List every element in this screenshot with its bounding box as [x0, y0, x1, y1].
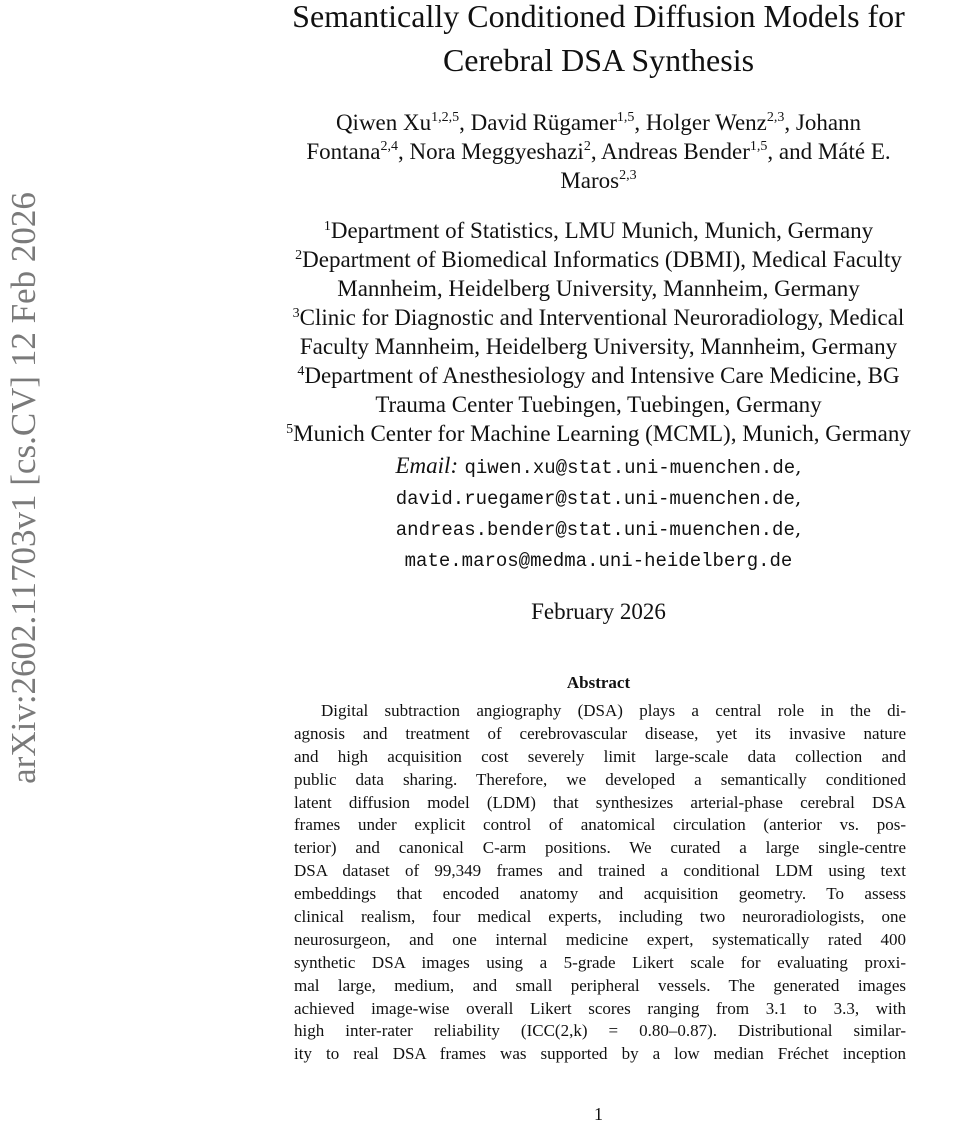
email-label: Email: [395, 453, 459, 478]
abstract-line: mal large, medium, and small peripheral vessels. The generated images [294, 975, 906, 995]
abstract-line: embeddings that encoded anatomy and acquisition geometry. To assess [294, 884, 906, 904]
author-affiliation-marker: 1,5 [616, 110, 635, 125]
abstract-line: neurosurgeon, and one internal medicine expert, systematically rated 400 [294, 929, 906, 949]
abstract-heading: Abstract [566, 673, 631, 692]
author-affiliation-marker: 1,2,5 [431, 110, 460, 125]
author-name: Qiwen Xu [335, 110, 432, 135]
author-name-part: Fontana [306, 139, 381, 164]
email-line-4 [240, 545, 957, 576]
affiliation-text: Munich Center for Machine Learning (MCML), Munich, Germany [293, 421, 911, 446]
and-word: and [778, 139, 813, 164]
abstract-line: high inter-rater reliability (ICC(2,k) = 0.80–0.87). Distributional similar- [294, 1021, 906, 1041]
affiliation-marker: 3 [292, 306, 300, 321]
author-name: Holger Wenz [645, 110, 767, 135]
author-affiliation-marker: 1,5 [749, 139, 768, 154]
abstract-line: terior) and canonical C-arm positions. We curated a large single-centre [294, 838, 906, 858]
email-link[interactable]: qiwen.xu@stat.uni-muenchen.de [464, 457, 796, 479]
abstract-body [294, 700, 906, 1066]
affiliation-text: Department of Biomedical Informatics (DBMI), Medical Faculty [302, 247, 902, 272]
author-name-part: Máté E. [817, 139, 891, 164]
affiliation-text: Department of Statistics, LMU Munich, Munich, Germany [330, 218, 874, 243]
author-name: Andreas Bender [601, 139, 750, 164]
author-list [240, 108, 957, 195]
affiliation-marker: 2 [295, 248, 303, 263]
affiliation-5 [240, 419, 957, 448]
email-block [240, 451, 957, 576]
email-line-2: david.ruegamer@stat.uni-muenchen.de, [395, 485, 802, 510]
email-link[interactable]: david.ruegamer@stat.uni-muenchen.de [395, 488, 795, 510]
affiliation-3-cont: Faculty Mannheim, Heidelberg University, Mannheim, Germany [299, 334, 898, 359]
affiliation-2-cont: Mannheim, Heidelberg University, Mannheim, Germany [337, 276, 860, 301]
author-line-3 [240, 166, 957, 195]
affiliation-marker: 5 [286, 422, 294, 437]
author-affiliation-marker: 2,3 [766, 110, 785, 125]
abstract-line: frames under explicit control of anatomical circulation (anterior vs. pos- [294, 815, 906, 835]
abstract-line: DSA dataset of 99,349 frames and trained a conditional LDM using text [294, 861, 906, 881]
author-name-part: Johann [795, 110, 862, 135]
publication-date: February 2026 [531, 599, 666, 624]
author-affiliation-marker: 2,4 [380, 139, 398, 154]
abstract-line: agnosis and treatment of cerebrovascular disease, yet its invasive nature [294, 723, 906, 743]
title-line-2: Cerebral DSA Synthesis [442, 42, 755, 78]
affiliation-4-cont: Trauma Center Tuebingen, Tuebingen, Germany [375, 392, 822, 417]
abstract-line: Digital subtraction angiography (DSA) plays a central role in the di- [321, 701, 906, 720]
affiliation-4 [240, 361, 957, 390]
abstract-line: synthetic DSA images using a 5-grade Likert scale for evaluating proxi- [294, 952, 906, 972]
email-line-3: andreas.bender@stat.uni-muenchen.de, [395, 516, 802, 541]
abstract-line: latent diffusion model (LDM) that synthesizes arterial-phase cerebral DSA [294, 792, 906, 812]
email-link[interactable]: mate.maros@medma.uni-heidelberg.de [404, 550, 793, 572]
arxiv-identifier-stamp[interactable]: arXiv:2602.11703v1 [cs.CV] 12 Feb 2026 [4, 192, 43, 784]
abstract-line: achieved image-wise overall Likert scores ranging from 3.1 to 3.3, with [294, 998, 906, 1018]
title-line-1: Semantically Conditioned Diffusion Models for [292, 0, 905, 34]
author-name-part: Maros [560, 168, 620, 193]
page-number: 1 [594, 1104, 603, 1124]
author-name: David Rügamer [470, 110, 617, 135]
abstract-line: clinical realism, four medical experts, including two neuroradiologists, one [294, 907, 906, 927]
email-link[interactable]: andreas.bender@stat.uni-muenchen.de [395, 519, 795, 541]
abstract-line: ity to real DSA frames was supported by a low median Fréchet inception [294, 1044, 906, 1064]
affiliation-text: Department of Anesthesiology and Intensive Care Medicine, BG [304, 363, 900, 388]
affiliation-2 [240, 245, 957, 274]
affiliation-list [240, 216, 957, 448]
author-affiliation-marker: 2 [583, 139, 591, 154]
affiliation-3 [240, 303, 957, 332]
affiliation-text: Clinic for Diagnostic and Interventional Neuroradiology, Medical [299, 305, 905, 330]
author-affiliation-marker: 2,3 [619, 168, 637, 183]
abstract-line: public data sharing. Therefore, we developed a semantically conditioned [294, 769, 906, 789]
affiliation-marker: 4 [297, 364, 305, 379]
author-name: Nora Meggyeshazi [409, 139, 584, 164]
paper-title [240, 0, 957, 82]
affiliation-1 [240, 216, 957, 245]
author-line-2: Fontana$^{2,4}$, Nora Meggyeshazi$^2$, Andreas Bender$^{1,5}$, and Máté E. [306, 139, 891, 164]
abstract-line: and high acquisition cost severely limit large-scale data collection and [294, 746, 906, 766]
affiliation-marker: 1 [323, 219, 331, 234]
email-line-1: Email: qiwen.xu@stat.uni-muenchen.de, [395, 453, 802, 479]
author-line-1: Qiwen Xu$^{1,2,5}$, David Rügamer$^{1,5}$, Holger Wenz$^{2,3}$, Johann [335, 110, 862, 135]
